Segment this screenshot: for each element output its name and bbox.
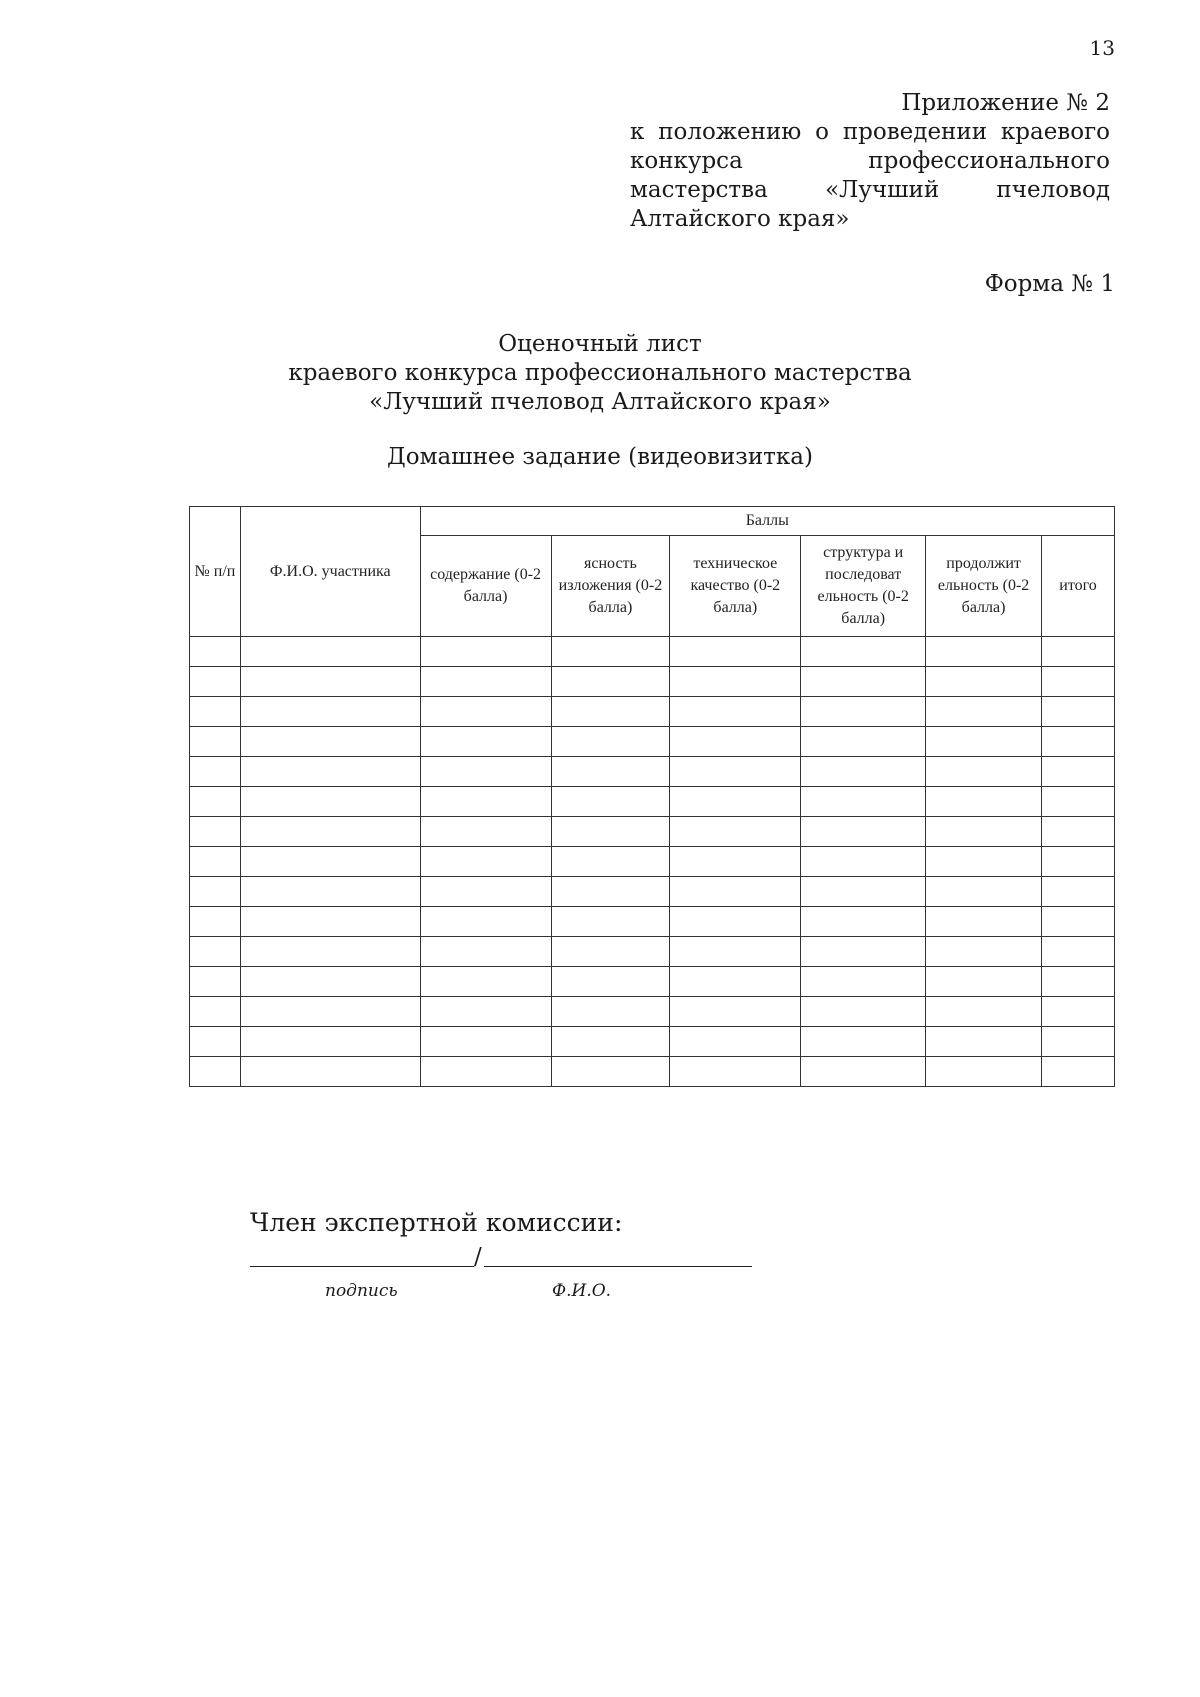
document-subtitle: Домашнее задание (видеовизитка): [387, 444, 813, 470]
table-cell[interactable]: [190, 667, 241, 697]
table-cell[interactable]: [1042, 997, 1115, 1027]
table-cell[interactable]: [551, 967, 670, 997]
signature-caption: подпись: [325, 1281, 398, 1301]
table-cell[interactable]: [1042, 907, 1115, 937]
table-cell[interactable]: [551, 937, 670, 967]
table-cell[interactable]: [670, 877, 801, 907]
table-cell[interactable]: [190, 697, 241, 727]
table-cell[interactable]: [926, 667, 1042, 697]
table-row: [190, 667, 1115, 697]
table-cell[interactable]: [926, 727, 1042, 757]
table-cell[interactable]: [420, 817, 551, 847]
table-cell[interactable]: [420, 697, 551, 727]
column-header-number: № п/п: [190, 507, 241, 637]
column-header-technical-quality: техническое качество (0-2 балла): [670, 536, 801, 637]
table-cell[interactable]: [190, 817, 241, 847]
table-cell[interactable]: [926, 817, 1042, 847]
table-cell[interactable]: [190, 727, 241, 757]
table-cell[interactable]: [1042, 1027, 1115, 1057]
table-cell[interactable]: [670, 1027, 801, 1057]
table-cell[interactable]: [670, 937, 801, 967]
name-line: [484, 1266, 752, 1267]
table-cell[interactable]: [240, 757, 420, 787]
table-cell[interactable]: [926, 757, 1042, 787]
table-row: [190, 907, 1115, 937]
table-cell[interactable]: [926, 877, 1042, 907]
table-cell[interactable]: [420, 877, 551, 907]
appendix-line: конкурса профессионального: [630, 148, 1110, 174]
table-cell[interactable]: [926, 787, 1042, 817]
table-cell[interactable]: [190, 997, 241, 1027]
table-cell[interactable]: [551, 757, 670, 787]
table-row: [190, 697, 1115, 727]
title-line: Оценочный лист: [498, 331, 702, 357]
table-cell[interactable]: [240, 727, 420, 757]
table-cell[interactable]: [420, 667, 551, 697]
table-row: [190, 817, 1115, 847]
title-line: краевого конкурса профессионального мастерства: [288, 360, 912, 386]
evaluation-table: [189, 506, 1115, 1087]
table-cell[interactable]: [551, 1027, 670, 1057]
table-row: [190, 1027, 1115, 1057]
appendix-line: Алтайского края»: [630, 206, 850, 232]
table-row: [190, 727, 1115, 757]
table-cell[interactable]: [240, 907, 420, 937]
table-cell[interactable]: [551, 727, 670, 757]
table-cell[interactable]: [926, 1057, 1042, 1087]
table-cell[interactable]: [551, 1057, 670, 1087]
table-cell[interactable]: [670, 697, 801, 727]
table-cell[interactable]: [1042, 637, 1115, 667]
table-cell[interactable]: [1042, 877, 1115, 907]
table-cell[interactable]: [1042, 847, 1115, 877]
table-cell[interactable]: [190, 1057, 241, 1087]
table-cell[interactable]: [420, 787, 551, 817]
table-cell[interactable]: [1042, 817, 1115, 847]
table-cell[interactable]: [801, 757, 926, 787]
table-cell[interactable]: [670, 1057, 801, 1087]
appendix-heading: [630, 89, 1110, 234]
column-header-structure: структура и последоват ельность (0-2 балла): [801, 536, 926, 637]
table-row: [190, 787, 1115, 817]
document-title: [0, 330, 1200, 417]
signature-line: [250, 1266, 474, 1267]
table-cell[interactable]: [1042, 967, 1115, 997]
table-cell[interactable]: [551, 667, 670, 697]
appendix-title: Приложение № 2: [901, 90, 1110, 116]
table-cell[interactable]: [240, 667, 420, 697]
table-row: [190, 637, 1115, 667]
table-cell[interactable]: [420, 757, 551, 787]
table-cell[interactable]: [190, 847, 241, 877]
table-cell[interactable]: [240, 847, 420, 877]
table-cell[interactable]: [240, 787, 420, 817]
table-row: [190, 757, 1115, 787]
table-cell[interactable]: [670, 817, 801, 847]
table-row: [190, 997, 1115, 1027]
table-cell[interactable]: [926, 697, 1042, 727]
table-cell[interactable]: [551, 787, 670, 817]
table-row: [190, 967, 1115, 997]
table-cell[interactable]: [190, 637, 241, 667]
table-cell[interactable]: [240, 877, 420, 907]
table-row: [190, 1057, 1115, 1087]
table-cell[interactable]: [420, 1027, 551, 1057]
table-cell[interactable]: [240, 967, 420, 997]
table-cell[interactable]: [240, 997, 420, 1027]
table-cell[interactable]: [801, 967, 926, 997]
table-cell[interactable]: [801, 1057, 926, 1087]
table-cell[interactable]: [420, 1057, 551, 1087]
column-group-header-scores: Баллы: [420, 507, 1114, 536]
table-cell[interactable]: [801, 1027, 926, 1057]
table-cell[interactable]: [801, 847, 926, 877]
table-cell[interactable]: [926, 997, 1042, 1027]
table-cell[interactable]: [551, 697, 670, 727]
table-cell[interactable]: [670, 757, 801, 787]
table-cell[interactable]: [670, 637, 801, 667]
column-header-clarity: ясность изложения (0-2 балла): [551, 536, 670, 637]
table-row: [190, 847, 1115, 877]
table-cell[interactable]: [801, 877, 926, 907]
column-header-duration: продолжит ельность (0-2 балла): [926, 536, 1042, 637]
table-body: [190, 637, 1115, 1087]
table-cell[interactable]: [801, 937, 926, 967]
table-cell[interactable]: [670, 787, 801, 817]
table-cell[interactable]: [240, 817, 420, 847]
table-cell[interactable]: [551, 637, 670, 667]
name-caption: Ф.И.О.: [552, 1281, 612, 1301]
table-cell[interactable]: [1042, 937, 1115, 967]
table-cell[interactable]: [420, 637, 551, 667]
table-cell[interactable]: [801, 907, 926, 937]
table-cell[interactable]: [926, 967, 1042, 997]
table-cell[interactable]: [1042, 697, 1115, 727]
table-cell[interactable]: [926, 637, 1042, 667]
column-header-name: Ф.И.О. участника: [240, 507, 420, 637]
page-number: 13: [1089, 36, 1115, 60]
table-cell[interactable]: [190, 1027, 241, 1057]
table-cell[interactable]: [420, 727, 551, 757]
table-cell[interactable]: [190, 877, 241, 907]
column-header-content: содержание (0-2 балла): [420, 536, 551, 637]
table-cell[interactable]: [1042, 787, 1115, 817]
table-cell[interactable]: [420, 967, 551, 997]
table-cell[interactable]: [1042, 727, 1115, 757]
table-cell[interactable]: [190, 757, 241, 787]
table-cell[interactable]: [670, 727, 801, 757]
title-line: «Лучший пчеловод Алтайского края»: [369, 389, 831, 415]
table-cell[interactable]: [1042, 757, 1115, 787]
table-cell[interactable]: [190, 937, 241, 967]
table-row: [190, 877, 1115, 907]
table-cell[interactable]: [801, 667, 926, 697]
table-cell[interactable]: [551, 847, 670, 877]
table-cell[interactable]: [551, 877, 670, 907]
table-cell[interactable]: [926, 907, 1042, 937]
table-cell[interactable]: [420, 907, 551, 937]
table-cell[interactable]: [1042, 667, 1115, 697]
table-cell[interactable]: [926, 1027, 1042, 1057]
table-cell[interactable]: [240, 1057, 420, 1087]
form-label: Форма № 1: [984, 271, 1115, 297]
table-cell[interactable]: [420, 937, 551, 967]
table-cell[interactable]: [551, 817, 670, 847]
table-cell[interactable]: [420, 847, 551, 877]
table-cell[interactable]: [670, 967, 801, 997]
table-cell[interactable]: [670, 667, 801, 697]
appendix-line: мастерства «Лучший пчеловод: [630, 177, 1110, 203]
table-cell[interactable]: [801, 637, 926, 667]
table-cell[interactable]: [190, 907, 241, 937]
table-cell[interactable]: [801, 997, 926, 1027]
table-cell[interactable]: [670, 907, 801, 937]
table-cell[interactable]: [190, 787, 241, 817]
table-cell[interactable]: [190, 967, 241, 997]
table-cell[interactable]: [240, 697, 420, 727]
table-cell[interactable]: [801, 727, 926, 757]
signature-separator: /: [474, 1244, 482, 1270]
table-cell[interactable]: [801, 817, 926, 847]
table-cell[interactable]: [801, 787, 926, 817]
table-cell[interactable]: [420, 997, 551, 1027]
table-row: [190, 937, 1115, 967]
table-cell[interactable]: [926, 847, 1042, 877]
table-cell[interactable]: [551, 907, 670, 937]
column-header-total: итого: [1042, 536, 1115, 637]
table-cell[interactable]: [926, 937, 1042, 967]
table-cell[interactable]: [240, 937, 420, 967]
appendix-line: к положению о проведении краевого: [630, 119, 1110, 145]
table-cell[interactable]: [551, 997, 670, 1027]
expert-member-label: Член экспертной комиссии:: [250, 1208, 623, 1237]
table-cell[interactable]: [670, 997, 801, 1027]
table-cell[interactable]: [240, 637, 420, 667]
table-cell[interactable]: [670, 847, 801, 877]
table-cell[interactable]: [1042, 1057, 1115, 1087]
table-cell[interactable]: [801, 697, 926, 727]
table-cell[interactable]: [240, 1027, 420, 1057]
